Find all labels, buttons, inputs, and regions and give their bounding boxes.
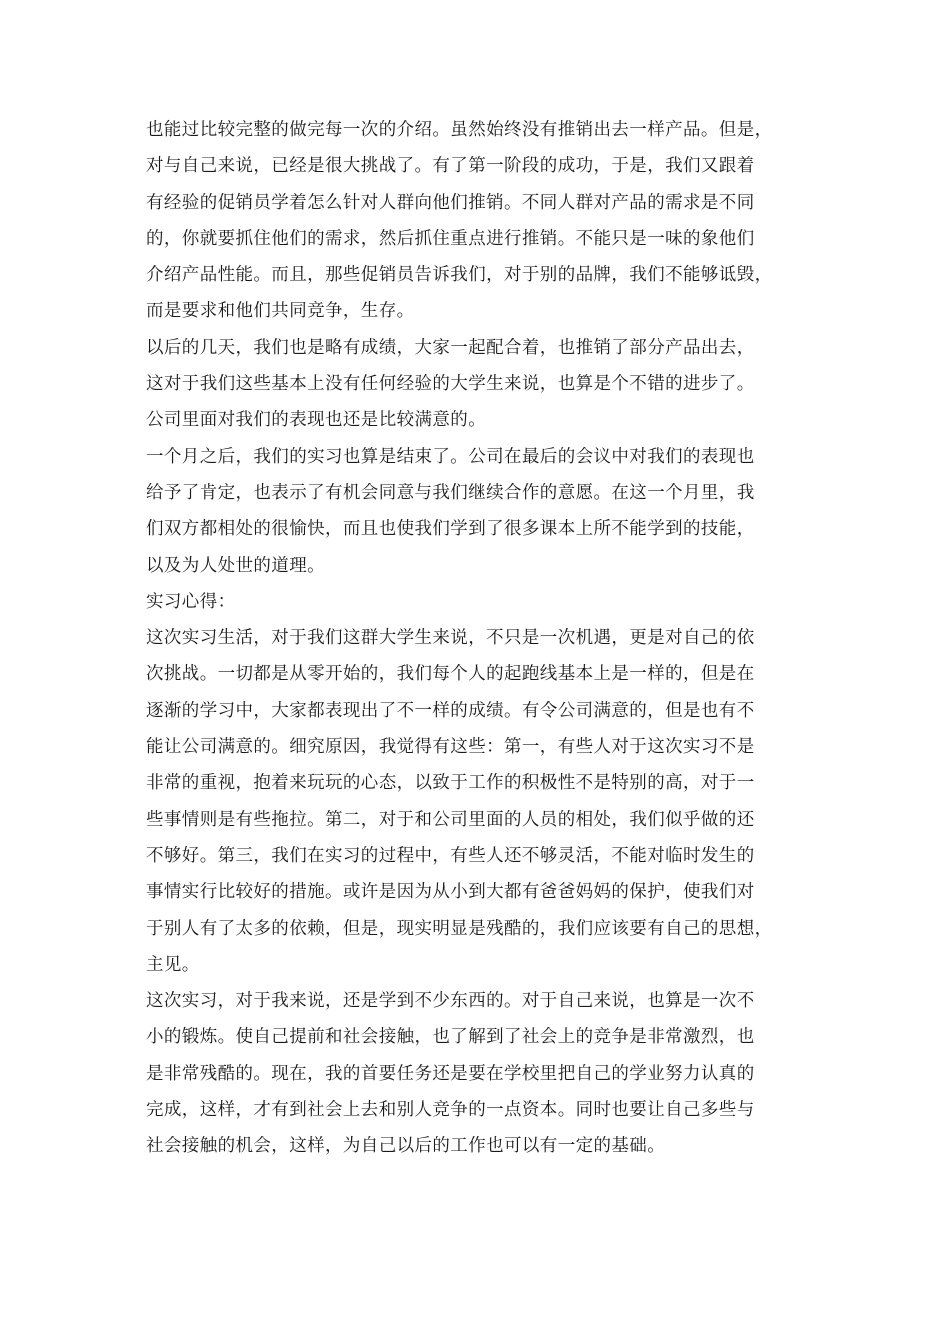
text-line: 的，你就要抓住他们的需求，然后抓住重点进行推销。不能只是一味的象他们 [146, 228, 755, 249]
text-line: 这次实习，对于我来说，还是学到不少东西的。对于自己来说，也算是一次不 [146, 991, 755, 1012]
text-line: 是非常残酷的。现在，我的首要任务还是要在学校里把自己的学业努力认真的 [146, 1063, 755, 1084]
text-line: 实习心得： [146, 591, 236, 612]
text-line: 这次实习生活，对于我们这群大学生来说，不只是一次机遇，更是对自己的依 [146, 628, 755, 649]
text-line: 完成，这样，才有到社会上去和别人竞争的一点资本。同时也要让自己多些与 [146, 1100, 755, 1121]
text-line: 一个月之后，我们的实习也算是结束了。公司在最后的会议中对我们的表现也 [146, 446, 755, 467]
text-line: 介绍产品性能。而且，那些促销员告诉我们，对于别的品牌，我们不能够诋毁， [146, 265, 773, 286]
text-line: 社会接触的机会，这样，为自己以后的工作也可以有一定的基础。 [146, 1136, 666, 1157]
text-line: 以后的几天，我们也是略有成绩，大家一起配合着，也推销了部分产品出去， [146, 337, 755, 358]
text-line: 对与自己来说，已经是很大挑战了。有了第一阶段的成功，于是，我们又跟着 [146, 156, 755, 177]
text-line: 于别人有了太多的依赖，但是，现实明显是残酷的，我们应该要有自己的思想， [146, 918, 773, 939]
text-line: 不够好。第三，我们在实习的过程中，有些人还不够灵活，不能对临时发生的 [146, 845, 755, 866]
document-body [146, 112, 810, 1165]
text-line: 能让公司满意的。细究原因，我觉得有这些：第一，有些人对于这次实习不是 [146, 737, 755, 758]
text-line: 这对于我们这些基本上没有任何经验的大学生来说，也算是个不错的进步了。 [146, 374, 755, 395]
text-line: 小的锻炼。使自己提前和社会接触，也了解到了社会上的竞争是非常激烈，也 [146, 1027, 755, 1048]
text-line: 些事情则是有些拖拉。第二，对于和公司里面的人员的相处，我们似乎做的还 [146, 809, 755, 830]
text-line: 给予了肯定，也表示了有机会同意与我们继续合作的意愿。在这一个月里，我 [146, 482, 755, 503]
text-line: 也能过比较完整的做完每一次的介绍。虽然始终没有推销出去一样产品。但是， [146, 120, 773, 140]
text-line: 主见。 [146, 954, 200, 975]
text-line: 有经验的促销员学着怎么针对人群向他们推销。不同人群对产品的需求是不同 [146, 192, 755, 213]
text-line: 们双方都相处的很愉快，而且也使我们学到了很多课本上所不能学到的技能， [146, 519, 755, 540]
text-line: 次挑战。一切都是从零开始的，我们每个人的起跑线基本上是一样的，但是在 [146, 664, 755, 685]
text-line: 以及为人处世的道理。 [146, 555, 325, 576]
text-line: 逐渐的学习中，大家都表现出了不一样的成绩。有令公司满意的，但是也有不 [146, 700, 755, 721]
text-line: 事情实行比较好的措施。或许是因为从小到大都有爸爸妈妈的保护，使我们对 [146, 882, 755, 903]
text-line: 非常的重视，抱着来玩玩的心态，以致于工作的积极性不是特别的高，对于一 [146, 773, 755, 794]
text-line: 而是要求和他们共同竞争，生存。 [146, 301, 415, 322]
text-line: 公司里面对我们的表现也还是比较满意的。 [146, 410, 487, 431]
